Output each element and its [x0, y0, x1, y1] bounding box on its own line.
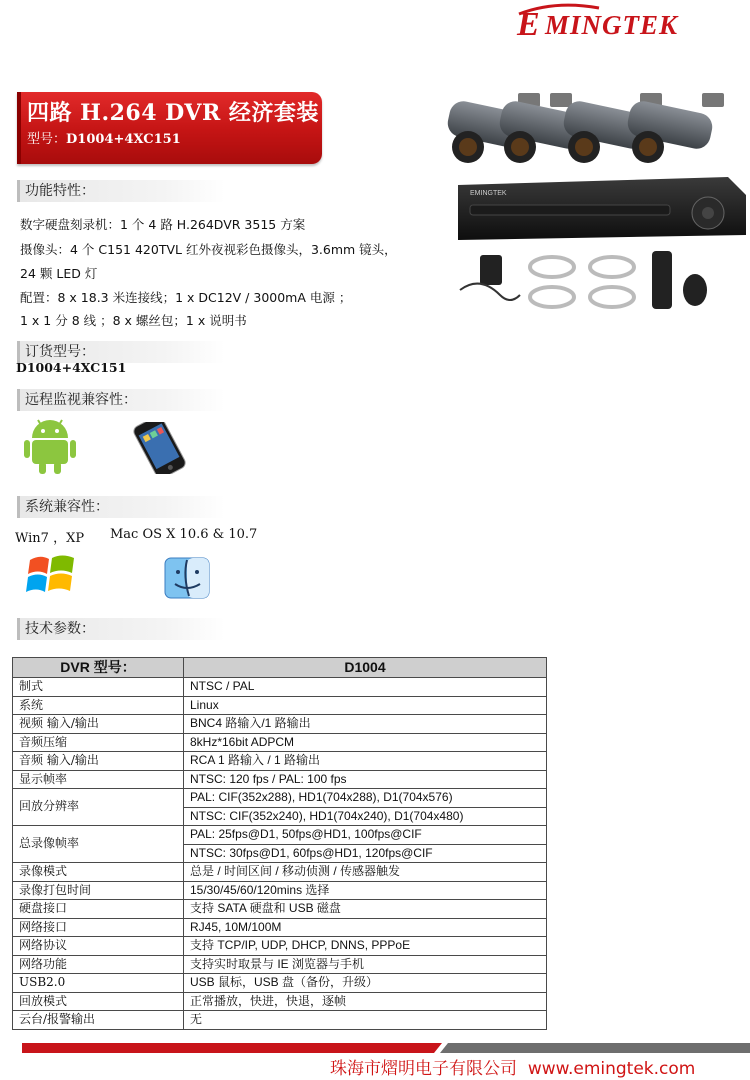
table-row [13, 752, 547, 771]
spec-label: 总录像帧率 [13, 826, 184, 863]
camera-icon [625, 93, 724, 163]
table-row [13, 770, 547, 789]
brand-logo [515, 2, 730, 42]
spec-label: 网络协议 [13, 937, 184, 956]
mac-finder-icon [163, 556, 211, 600]
spec-value: PAL: 25fps@D1, 50fps@HD1, 100fps@CIF [184, 826, 547, 845]
order-code: D1004+4XC151 [16, 360, 127, 375]
spec-value: NTSC / PAL [184, 678, 547, 697]
android-icon [24, 416, 76, 474]
section-order: 订货型号： [17, 341, 225, 363]
table-row [13, 992, 547, 1011]
iphone-icon [126, 422, 194, 474]
product-image [440, 85, 748, 320]
spec-label: 显示帧率 [13, 770, 184, 789]
spec-value: 无 [184, 1011, 547, 1030]
spec-label: 回放分辨率 [13, 789, 184, 826]
table-row [13, 678, 547, 697]
table-row [13, 900, 547, 919]
table-row [13, 937, 547, 956]
spec-value: NTSC: 30fps@D1, 60fps@HD1, 120fps@CIF [184, 844, 547, 863]
spec-value: NTSC: 120 fps / PAL: 100 fps [184, 770, 547, 789]
title-banner [17, 92, 322, 164]
spec-label: 系统 [13, 696, 184, 715]
spec-value: RCA 1 路输入 / 1 路输出 [184, 752, 547, 771]
spec-value: USB 鼠标，USB 盘（备份，升级） [184, 974, 547, 993]
svg-text:E: E [517, 6, 540, 42]
footer-bar [22, 1043, 750, 1053]
table-row [13, 789, 547, 808]
table-header-left: DVR 型号： [13, 658, 184, 678]
table-row [13, 863, 547, 882]
feature-line: 摄像头：4 个 C151 420TVL 红外夜视彩色摄像头，3.6mm 镜头， [20, 242, 397, 257]
spec-label: 制式 [13, 678, 184, 697]
spec-label: 网络功能 [13, 955, 184, 974]
spec-value: 8kHz*16bit ADPCM [184, 733, 547, 752]
table-row [13, 918, 547, 937]
page-title: 四路 H.264 DVR 经济套装 [27, 100, 319, 126]
footer-contact: 珠海市熠明电子有限公司 www.emingtek.com [330, 1059, 696, 1079]
table-row [13, 826, 547, 845]
feature-line: 24 颗 LED 灯 [20, 266, 98, 281]
spec-label: 录像打包时间 [13, 881, 184, 900]
table-header-right: D1004 [184, 658, 547, 678]
spec-label: 网络接口 [13, 918, 184, 937]
table-row [13, 1011, 547, 1030]
accessories [460, 251, 707, 309]
feature-line: 数字硬盘刻录机：1 个 4 路 H.264DVR 3515 方案 [20, 217, 306, 232]
spec-label: USB2.0 [13, 974, 184, 993]
table-row [13, 955, 547, 974]
section-system: 系统兼容性： [17, 496, 225, 518]
table-row [13, 881, 547, 900]
table-row [13, 733, 547, 752]
table-row [13, 715, 547, 734]
dvr-unit [458, 177, 746, 240]
spec-value: 正常播放，快进，快退，逐帧 [184, 992, 547, 1011]
spec-label: 视频 输入/输出 [13, 715, 184, 734]
table-row [13, 696, 547, 715]
spec-label: 硬盘接口 [13, 900, 184, 919]
spec-value: 支持实时取景与 IE 浏览器与手机 [184, 955, 547, 974]
spec-label: 音频压缩 [13, 733, 184, 752]
spec-value: 支持 SATA 硬盘和 USB 磁盘 [184, 900, 547, 919]
table-row [13, 974, 547, 993]
table-header-row [13, 658, 547, 678]
section-features: 功能特性： [17, 180, 225, 202]
model-line: 型号：D1004+4XC151 [27, 132, 181, 147]
spec-label: 云台/报警输出 [13, 1011, 184, 1030]
section-tech: 技术参数： [17, 618, 225, 640]
spec-value: BNC4 路输入/1 路输出 [184, 715, 547, 734]
svg-text:MINGTEK: MINGTEK [545, 10, 679, 40]
spec-value: RJ45, 10M/100M [184, 918, 547, 937]
spec-value: Linux [184, 696, 547, 715]
spec-value: NTSC: CIF(352x240), HD1(704x240), D1(704x480) [184, 807, 547, 826]
os-mac-label: Mac OS X 10.6 & 10.7 [110, 527, 258, 542]
feature-line: 配置：8 x 18.3 米连接线；1 x DC12V / 3000mA 电源 ； [20, 290, 352, 305]
spec-table [12, 657, 547, 1030]
spec-label: 录像模式 [13, 863, 184, 882]
svg-text:EMINGTEK: EMINGTEK [470, 190, 507, 197]
spec-label: 回放模式 [13, 992, 184, 1011]
os-windows-label: Win7 ，XP [15, 531, 85, 546]
spec-value: 15/30/45/60/120mins 选择 [184, 881, 547, 900]
section-remote: 远程监视兼容性： [17, 389, 225, 411]
spec-label: 音频 输入/输出 [13, 752, 184, 771]
feature-line: 1 x 1 分 8 线 ；8 x 螺丝包；1 x 说明书 [20, 313, 247, 328]
spec-value: 总是 / 时间区间 / 移动侦测 / 传感器触发 [184, 863, 547, 882]
spec-value: 支持 TCP/IP, UDP, DHCP, DNNS, PPPoE [184, 937, 547, 956]
windows-icon [26, 552, 76, 598]
spec-value: PAL: CIF(352x288), HD1(704x288), D1(704x576) [184, 789, 547, 808]
